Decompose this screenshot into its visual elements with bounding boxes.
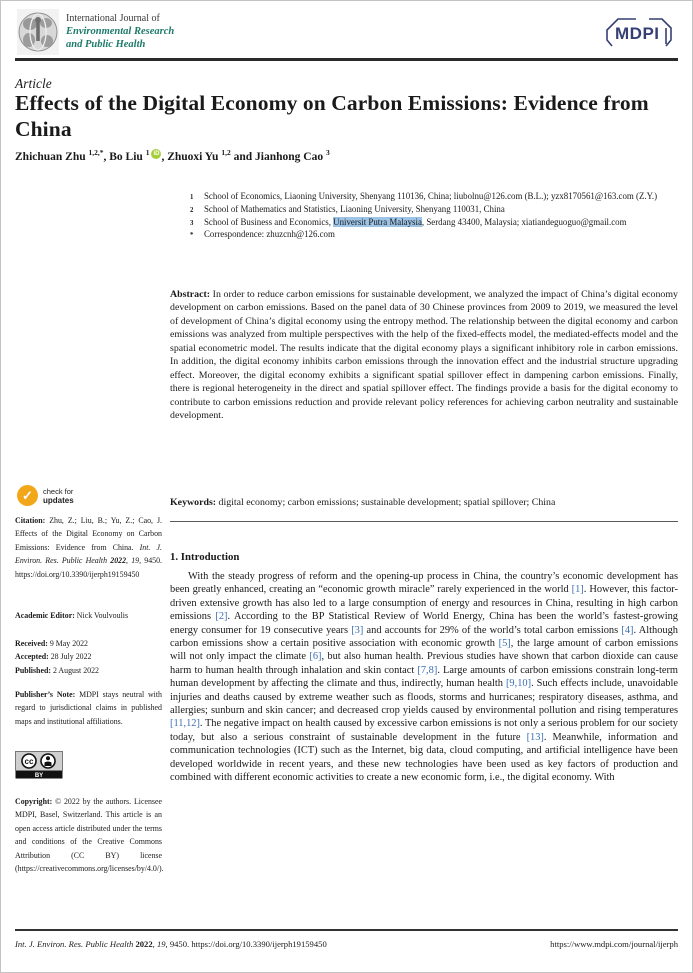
svg-text:BY: BY	[34, 773, 44, 779]
author-line: Zhichuan Zhu $^{1,2,*}$, Bo Liu $^1$ iD , Zhuoxi Yu $^{1,2}$ and Jianhong Cao $^3$	[15, 148, 330, 163]
affiliation-item	[190, 217, 679, 230]
citation-ref[interactable]: [11,12]	[170, 718, 200, 730]
journal-name	[66, 12, 174, 51]
citation-ref[interactable]: [7,8]	[417, 664, 438, 676]
citation-ref[interactable]: [5]	[498, 638, 511, 650]
affiliations-list	[190, 191, 679, 242]
paper-title: Effects of the Digital Economy on Carbon Emissions: Evidence from China	[15, 91, 649, 141]
check-for-updates-label	[43, 487, 74, 505]
highlighted-text: Universit Putra Malaysia	[333, 216, 422, 227]
author-superscript: 1,2,*	[88, 148, 104, 157]
received-date: Received: 9 May 2022	[15, 639, 88, 648]
keywords	[170, 497, 678, 508]
introduction-paragraph: With the steady progress of reform and the opening-up process in China, the country’s economic development has been greatly enhanced, creating an “economic growth miracle” rarely experienced in the world [1]. However, this factor-driven extensive growth has also led to a large consumption of energy and resources in China, resulting in high carbon emissions [2]. According to the BP Statistical Review of World Energy, China has been the world’s fastest-growing energy consumer for 19 consecutive years [3] and accounts for 29% of the world’s total carbon emissions [4]. Although carbon emissions show a certain positive association with economic growth [5], the large amount of carbon emissions will not only impact the climate [6], but also human health. Previous studies have shown that carbon dioxide can cause harm to human health through inhalation and skin contact [7,8]. Large amounts of carbon emissions constrain long-term human development by affecting the climate and thus, indirectly, human health [9,10]. Such effects include, unavoidable injuries and deaths caused by extreme weather such as floods, storms and hurricanes; respiratory diseases, asthma, and allergies; sunburn and skin cancer; and decreased crop yields caused by environmental pollution and rising temperatures [11,12]. The negative impact on health caused by excessive carbon emissions is not only a serious problem for our society today, but also a serious constraint of sustainable development in the future [13]. Meanwhile, information and communication technologies (ICT) such as the Internet, big data, cloud computing, and artificial intelligence have been developed worldwide in recent years, and these new technologies have been used as key factors of production and combined with different economic activities to create a new economic form, i.e., the digital economy. With	[170, 571, 679, 784]
citation-block: Citation: Zhu, Z.; Liu, B.; Yu, Z.; Cao, J. Effects of the Digital Economy on Carbon Emissions: Evidence from China. Int. J. Environ. Res. Public Health 2022, 19, 9450. https://doi.org/10.3390/ijerph19159450	[15, 516, 163, 579]
affiliation-item	[190, 191, 679, 204]
affiliation-marker: *	[190, 232, 194, 240]
affiliation-item	[190, 204, 679, 217]
page-footer	[15, 939, 678, 949]
citation-ref[interactable]: [4]	[621, 624, 634, 636]
section-heading-introduction: 1. Introduction	[170, 551, 240, 563]
affiliation-text: School of Business and Economics, Universit Putra Malaysia, Serdang 43400, Malaysia; xiatiandeguoguo@gmail.com	[204, 216, 627, 227]
copyright-block: Copyright: © 2022 by the authors. Licensee MDPI, Basel, Switzerland. This article is an open access article distributed under the terms and conditions of the Creative Commons Attribution (CC BY) license (https://creativecommons.org/licenses/by/4.0/).	[15, 797, 164, 874]
journal-name-line3: and Public Health	[66, 39, 146, 50]
check-for-updates-button[interactable]	[17, 485, 74, 506]
citation-ref[interactable]: [13]	[526, 731, 544, 743]
abstract	[170, 288, 678, 423]
published-date: Published: 2 August 2022	[15, 665, 99, 675]
academic-editor-block: Academic Editor: Nick Voulvoulis	[15, 611, 129, 620]
cc-by-license-icon[interactable]	[15, 751, 63, 779]
affiliation-text: Correspondence: zhuzcnh@126.com	[204, 229, 335, 240]
accepted-date: Accepted: 28 July 2022	[15, 652, 92, 662]
journal-name-line2: Environmental Research	[66, 26, 175, 37]
footer-citation: Int. J. Environ. Res. Public Health 2022, 19, 9450. https://doi.org/10.3390/ijerph19159450	[15, 939, 327, 949]
orcid-icon[interactable]: iD	[153, 151, 160, 157]
affiliation-text: School of Mathematics and Statistics, Liaoning University, Shenyang 110031, China	[204, 203, 505, 214]
check-for-updates-line1: check for	[43, 486, 74, 496]
keywords-label: Keywords:	[170, 497, 217, 508]
affiliation-item	[190, 229, 679, 242]
affiliation-marker: 1	[190, 194, 194, 201]
check-icon: ✓	[17, 485, 38, 506]
author-superscript: 3	[325, 148, 330, 157]
dates-block	[15, 637, 162, 677]
keywords-text: digital economy; carbon emissions; sustainable development; spatial spillover; China	[216, 497, 556, 508]
abstract-text: In order to reduce carbon emissions for sustainable development, we analyzed the impact of China’s digital economy development on carbon emissions. Based on the panel data of 30 Chinese provinces from 2009 to 2019, we measured the level of development of China’s digital economy using the entropy method. The relationship between the digital economy and carbon emissions was analyzed from multiple perspectives with the help of the fixed-effects model, the mediated-effects model and the spatial econometric model. The results indicate that the digital economy plays a significant inhibitory role in carbon emissions. In addition, the digital economy inhibits carbon emissions through the innovation effect and the industrial structure upgrading effect. Moreover, the digital economy exhibits a significant spatial spillover effect in dampening carbon emissions. Finally, there is regional heterogeneity in the direct and spatial spillover effect. The findings provide a basis for the digital economy to contribute to carbon emissions reduction and provide relevant policy references for achieving carbon neutrality and sustainable development.	[170, 289, 678, 422]
author-superscript: 1,2	[221, 148, 231, 157]
citation-ref[interactable]: [2]	[215, 611, 228, 623]
author-superscript: 1	[145, 148, 150, 157]
mdpi-logo[interactable]	[604, 16, 674, 52]
header-divider	[15, 58, 678, 61]
affiliation-marker: 2	[190, 206, 194, 214]
publisher-note-block: Publisher’s Note: MDPI stays neutral with regard to jurisdictional claims in published maps and institutional affiliations.	[15, 690, 162, 726]
journal-globe-logo	[17, 9, 59, 55]
footer-journal-url[interactable]: https://www.mdpi.com/journal/ijerph	[550, 939, 678, 949]
affiliation-marker: 3	[190, 219, 194, 227]
citation-ref[interactable]: [9,10]	[505, 678, 532, 690]
affiliation-text: School of Economics, Liaoning University, Shenyang 110136, China; liubolnu@126.com (B.L.); yzx8170561@163.com (Z.Y.)	[204, 191, 658, 201]
journal-name-line1: International Journal of	[66, 13, 160, 24]
check-for-updates-line2: updates	[43, 495, 74, 505]
citation-ref[interactable]: [6]	[309, 651, 322, 663]
footer-divider	[15, 929, 678, 931]
mdpi-logo-text: MDPI	[615, 24, 660, 43]
article-type-label: Article	[15, 76, 52, 91]
keywords-divider	[170, 521, 678, 522]
abstract-label: Abstract:	[170, 289, 211, 300]
citation-ref[interactable]: [3]	[351, 624, 364, 636]
svg-text:cc: cc	[24, 757, 34, 766]
citation-ref[interactable]: [1]	[571, 584, 584, 596]
